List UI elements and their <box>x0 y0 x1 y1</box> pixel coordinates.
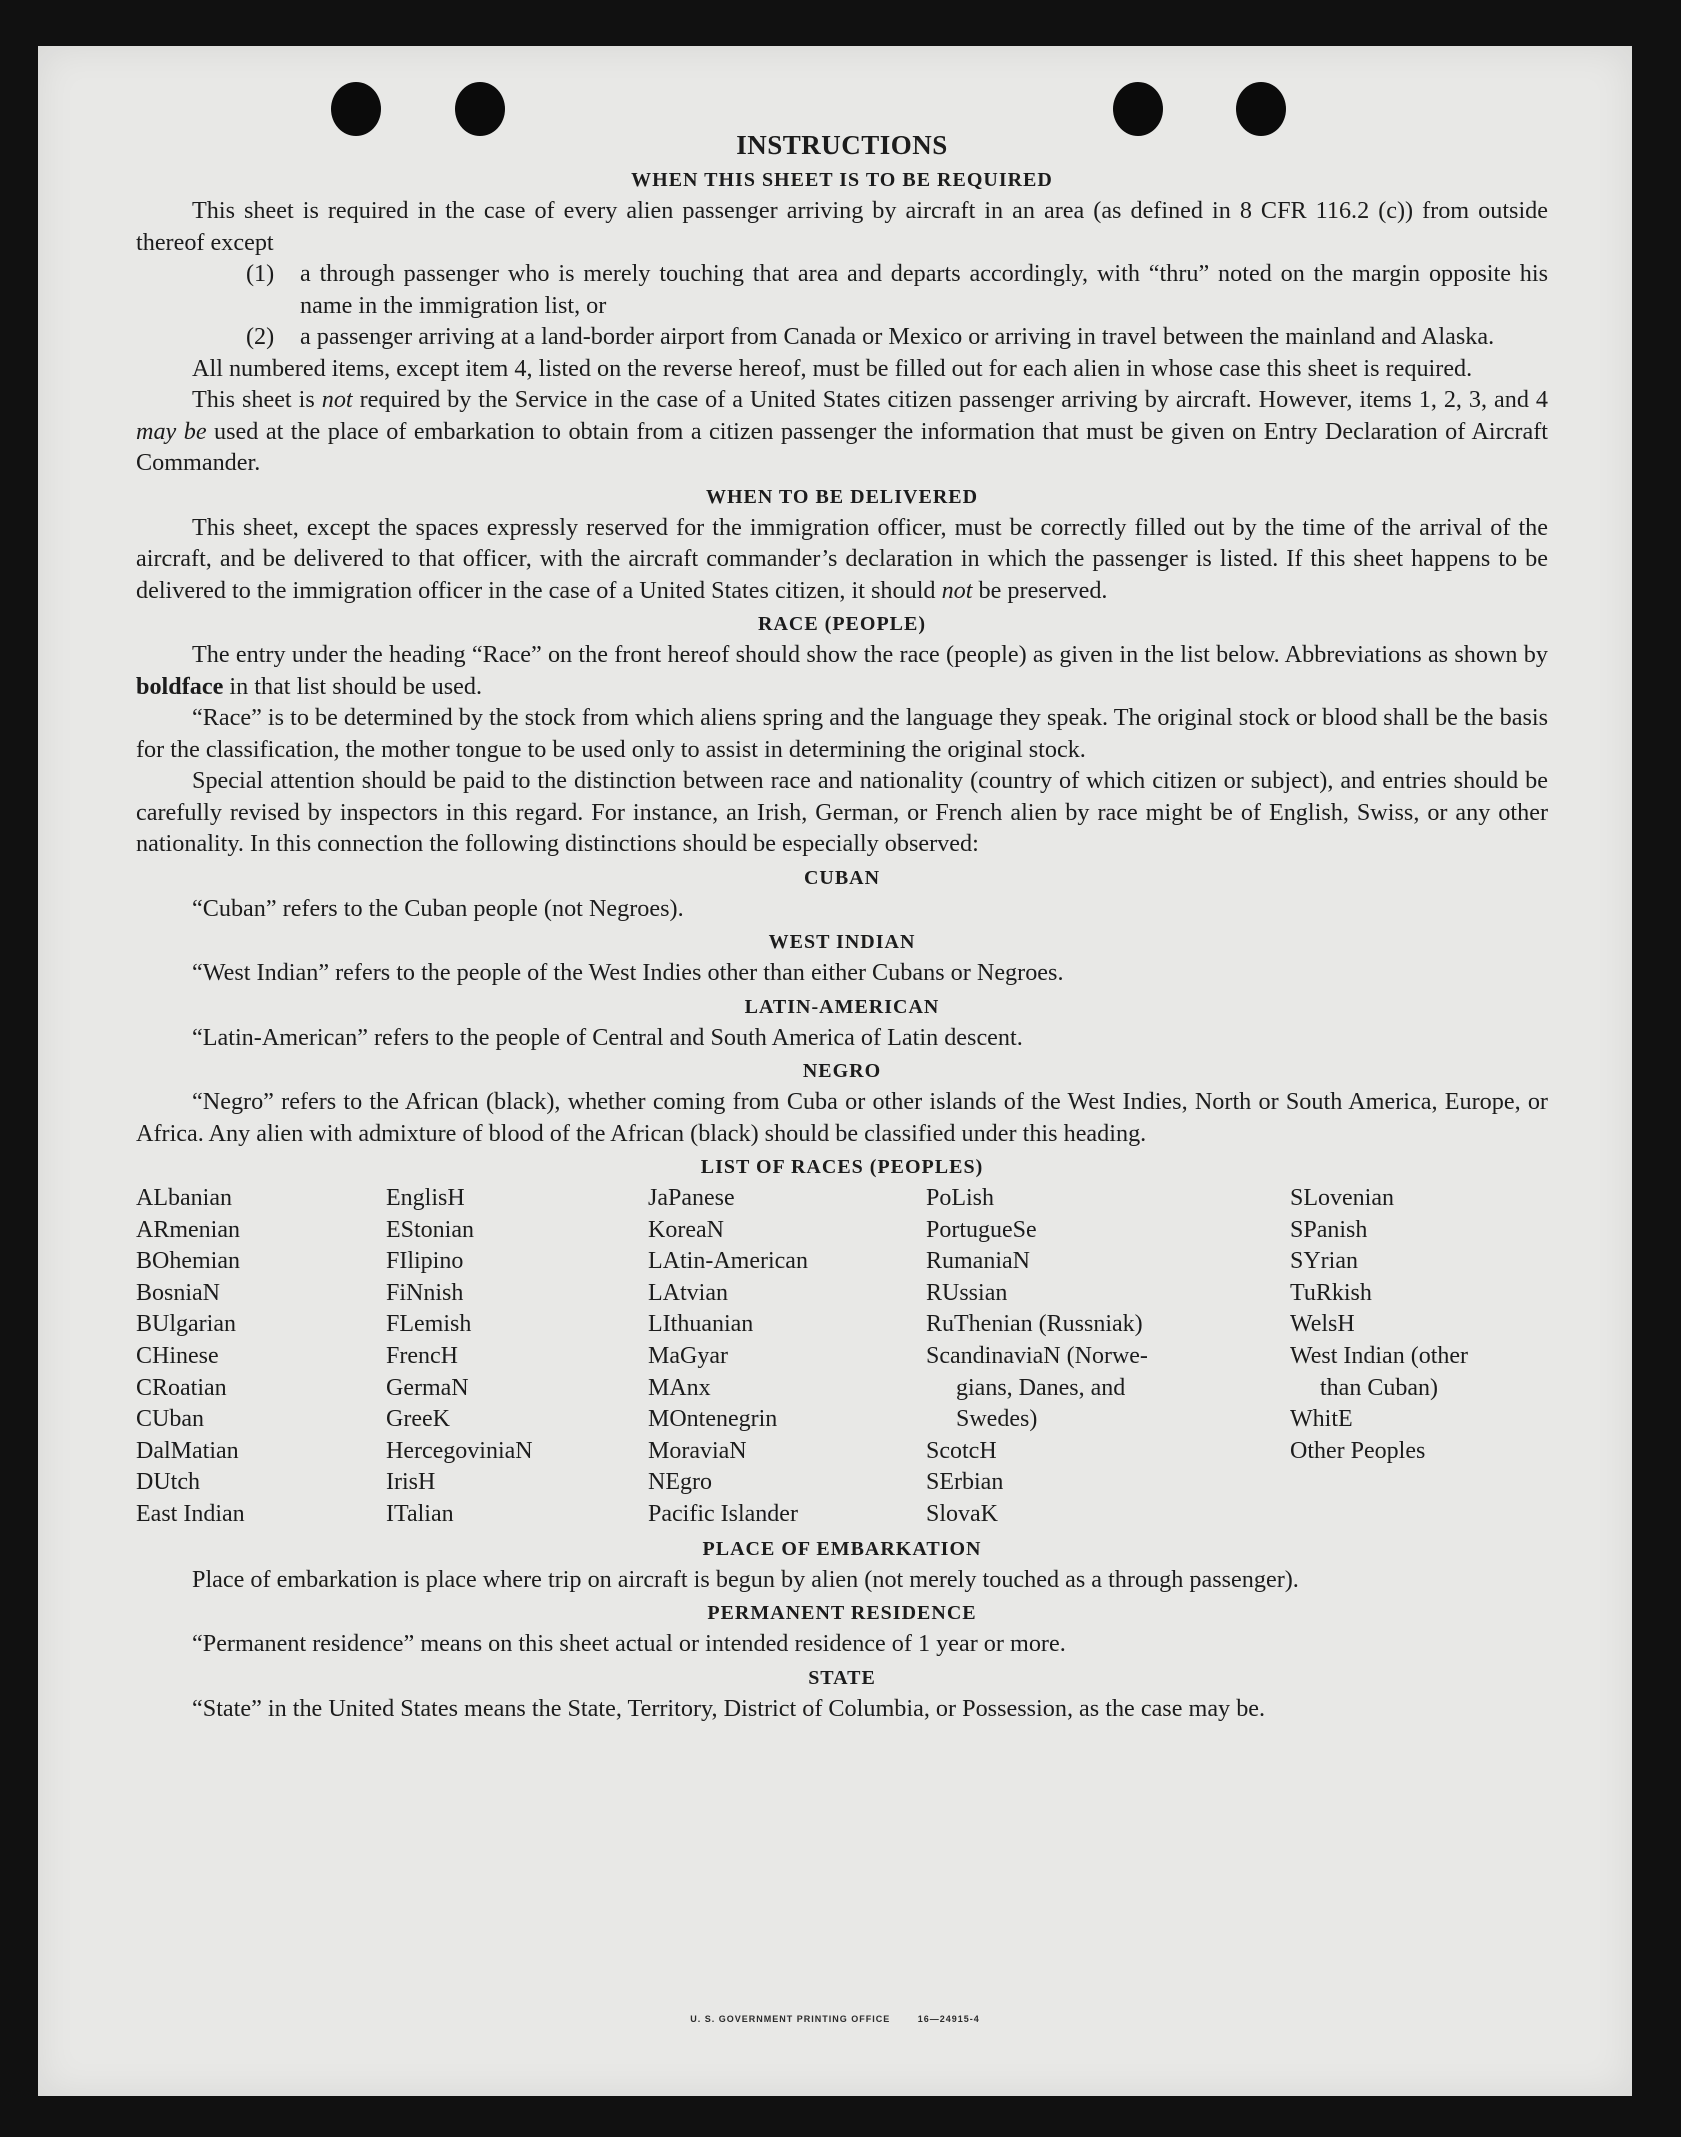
race-entry: DalMatian <box>136 1437 239 1464</box>
race-entry: CHinese <box>136 1342 219 1369</box>
state-text: “State” in the United States means the State, Territory, District of Columbia, or Possession, as the case may be. <box>192 1694 1266 1722</box>
race-entry: BosniaN <box>136 1279 220 1306</box>
race-entry: BOhemian <box>136 1248 240 1275</box>
race-entry: TuRkish <box>1290 1279 1372 1306</box>
exception-item <box>136 258 1548 321</box>
section-heading-negro: NEGRO <box>802 1060 882 1082</box>
races-column <box>648 1183 926 1531</box>
race-entry: BUlgarian <box>136 1311 236 1338</box>
cuban-text: “Cuban” refers to the Cuban people (not Negroes). <box>192 894 684 922</box>
race-entry-continuation: Swedes) <box>956 1406 1038 1433</box>
race-entry: LAtvian <box>648 1279 728 1306</box>
race-entry: DUtch <box>136 1469 200 1496</box>
section-heading-embarkation: PLACE OF EMBARKATION <box>702 1537 982 1560</box>
embarkation-text: Place of embarkation is place where trip on aircraft is begun by alien (not merely touched as a through passenger). <box>192 1565 1299 1593</box>
race-entry: MaGyar <box>648 1342 728 1369</box>
race-entry: CUban <box>136 1406 204 1433</box>
negro-text: “Negro” refers to the African (black), whether coming from Cuba or other islands of the West Indies, North or South America, Europe, or Africa. Any alien with admixture of blood of the African (black) should be classified under this heading. <box>136 1088 1548 1147</box>
races-column <box>1290 1183 1548 1531</box>
race-entry: EStonian <box>386 1216 474 1243</box>
race-entry: RumaniaN <box>926 1248 1030 1275</box>
race-entry: SLovenian <box>1290 1185 1394 1211</box>
exception-text: a passenger arriving at a land-border airport from Canada or Mexico or arriving in travel between the mainland and Alaska. <box>300 323 1495 350</box>
numbered-items-paragraph: All numbered items, except item 4, listed on the reverse hereof, must be filled out for each alien in whose case this sheet is required. <box>192 354 1473 382</box>
race-entry: ScotcH <box>926 1437 997 1464</box>
race-entry: East Indian <box>136 1500 245 1527</box>
section-heading-cuban: CUBAN <box>803 866 881 889</box>
residence-text: “Permanent residence” means on this sheet actual or intended residence of 1 year or more. <box>192 1630 1066 1658</box>
exception-text: a through passenger who is merely touching that area and departs accordingly, with “thru” noted on the margin opposite his name in the immigration list, or <box>300 260 1548 319</box>
race-entry: FLemish <box>386 1311 472 1338</box>
race-entry: SlovaK <box>926 1500 998 1527</box>
form-number: 16—24915-4 <box>917 2014 980 2024</box>
race-entry: FIlipino <box>386 1248 464 1275</box>
race-entry: KoreaN <box>648 1216 724 1243</box>
race-entry: WhitE <box>1290 1406 1353 1433</box>
race-entry: ARmenian <box>136 1216 240 1243</box>
instructions-text <box>136 128 1548 1724</box>
document-sheet <box>38 46 1632 2096</box>
race-entry: MoraviaN <box>648 1437 747 1464</box>
race-entry: SYrian <box>1290 1248 1358 1275</box>
race-entry: West Indian (other <box>1290 1342 1469 1369</box>
race-paragraph-1: The entry under the heading “Race” on the front hereof should show the race (people) as given in the list below. Abbreviations as shown by boldface in that list should be used. <box>136 641 1548 700</box>
page-title: INSTRUCTIONS <box>736 130 948 160</box>
race-entry: Pacific Islander <box>648 1500 798 1527</box>
printer-imprint <box>38 2014 1632 2024</box>
printer-name: U. S. GOVERNMENT PRINTING OFFICE <box>690 2014 891 2024</box>
section-heading-latin-american: LATIN-AMERICAN <box>744 995 940 1018</box>
race-entry: SErbian <box>926 1469 1004 1496</box>
race-entry: PortugueSe <box>926 1216 1037 1243</box>
west-indian-text: “West Indian” refers to the people of the West Indies other than either Cubans or Negroes. <box>192 959 1064 986</box>
race-entry: LAtin-American <box>648 1248 808 1275</box>
race-entry: SPanish <box>1290 1216 1368 1243</box>
races-column <box>386 1183 648 1531</box>
exception-number: (2) <box>246 323 275 350</box>
race-entry: MOntenegrin <box>648 1406 778 1433</box>
section-heading-required: WHEN THIS SHEET IS TO BE REQUIRED <box>631 169 1053 191</box>
race-entry: GermaN <box>386 1374 469 1401</box>
citizen-paragraph: This sheet is not required by the Service in the case of a United States citizen passenger arriving by aircraft. However, items 1, 2, 3, and 4 may be used at the place of embarkation to obtain from a citizen passenger the information that must be given on Entry Declaration of Aircraft Commander. <box>136 386 1548 476</box>
race-entry: FrencH <box>386 1342 458 1369</box>
race-entry: RUssian <box>926 1279 1008 1306</box>
race-paragraph-2: “Race” is to be determined by the stock from which aliens spring and the language they speak. The original stock or blood shall be the basis for the classification, the mother tongue to be used only to assist in determining the original stock. <box>136 704 1548 763</box>
race-entry: PoLish <box>926 1185 995 1211</box>
race-entry: FiNnish <box>386 1279 464 1306</box>
race-entry: GreeK <box>386 1406 450 1433</box>
exception-item <box>136 321 1548 353</box>
races-list <box>136 1183 1548 1531</box>
section-heading-delivered: WHEN TO BE DELIVERED <box>705 485 979 508</box>
required-intro: This sheet is required in the case of every alien passenger arriving by aircraft in an area (as defined in 8 CFR 116.2 (c)) from outside thereof except <box>136 197 1548 256</box>
race-entry: ALbanian <box>136 1185 232 1211</box>
section-heading-races-list: LIST OF RACES (PEOPLES) <box>700 1156 984 1178</box>
race-paragraph-3: Special attention should be paid to the distinction between race and nationality (country of which citizen or subject), and entries should be carefully revised by inspectors in this regard. For instance, an Irish, German, or French alien by race might be of English, Swiss, or any other nationality. In this connection the following distinctions should be especially observed: <box>136 767 1548 857</box>
race-entry: Other Peoples <box>1290 1437 1426 1464</box>
latin-american-text: “Latin-American” refers to the people of Central and South America of Latin descent. <box>192 1023 1023 1051</box>
section-heading-west-indian: WEST INDIAN <box>768 931 916 953</box>
section-heading-race: RACE (PEOPLE) <box>758 613 926 635</box>
race-entry: IrisH <box>386 1469 436 1496</box>
race-entry: ITalian <box>386 1500 454 1527</box>
race-entry: ScandinaviaN (Norwe- <box>926 1342 1148 1369</box>
race-entry: NEgro <box>648 1469 712 1496</box>
races-column <box>926 1183 1290 1531</box>
race-entry-continuation: gians, Danes, and <box>956 1374 1126 1401</box>
race-entry: EnglisH <box>386 1185 465 1211</box>
race-entry: RuThenian (Russniak) <box>926 1311 1143 1338</box>
race-entry: MAnx <box>648 1374 711 1401</box>
exception-number: (1) <box>246 260 275 287</box>
section-heading-state: STATE <box>808 1666 876 1689</box>
race-entry: JaPanese <box>648 1185 735 1211</box>
race-entry-continuation: than Cuban) <box>1320 1374 1438 1401</box>
section-heading-residence: PERMANENT RESIDENCE <box>707 1602 977 1625</box>
race-entry: CRoatian <box>136 1374 227 1401</box>
races-column <box>136 1183 386 1531</box>
race-entry: LIthuanian <box>648 1311 754 1338</box>
race-entry: WelsH <box>1290 1311 1355 1338</box>
delivered-paragraph: This sheet, except the spaces expressly reserved for the immigration officer, must be correctly filled out by the time of the arrival of the aircraft, and be delivered to that officer, with the aircraft commander’s declaration in which the passenger is listed. If this sheet happens to be delivered to the immigration officer in the case of a United States citizen, it should not be preserved. <box>136 513 1548 604</box>
race-entry: HercegoviniaN <box>386 1437 533 1464</box>
